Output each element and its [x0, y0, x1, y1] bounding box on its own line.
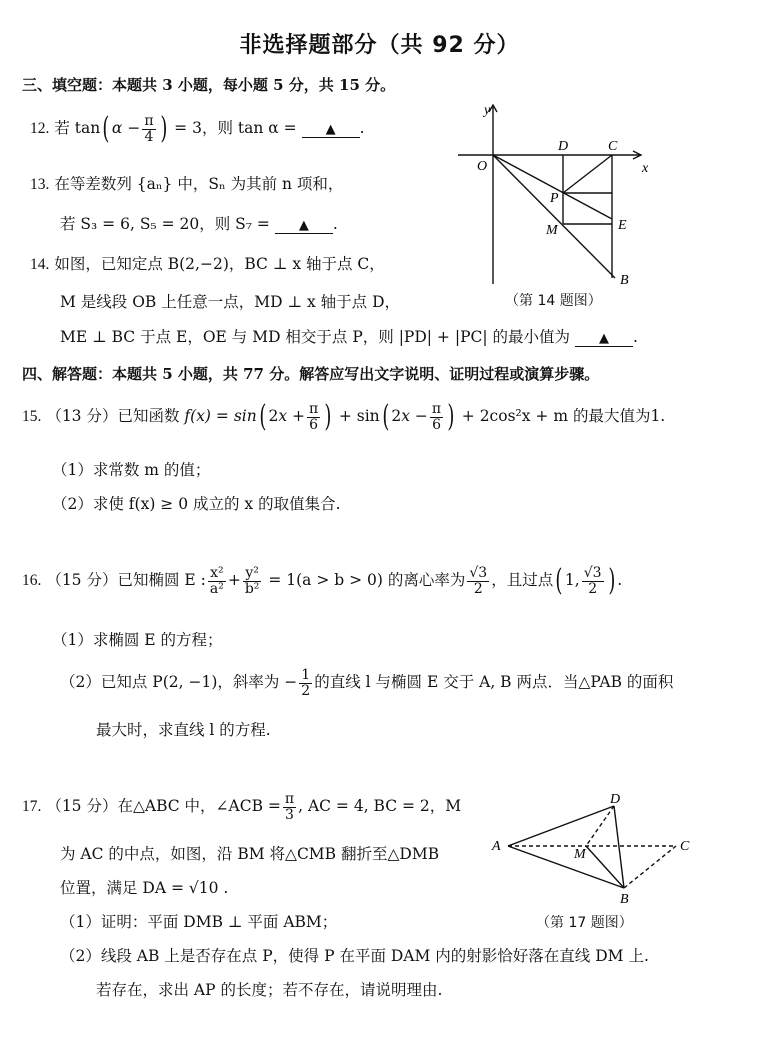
q14-line2: M 是线段 OB 上任意一点，MD ⊥ x 轴于点 D，: [60, 293, 401, 311]
section-3-label: 三、填空题：: [22, 76, 113, 94]
answer-blank[interactable]: ▲: [575, 332, 633, 347]
figure-17-caption: （第 17 题图）: [536, 915, 633, 931]
fraction: $\frac{\pi}{4}$: [144, 113, 154, 145]
figure-14: [450, 98, 650, 288]
q15-part1: （1）求常数 m 的值；: [52, 461, 211, 479]
label-x: x: [642, 161, 649, 176]
question-number: 14.: [30, 256, 50, 273]
label-p: P: [550, 191, 559, 206]
label-a: A: [492, 839, 501, 854]
q17-part2: （2）线段 AB 上是否存在点 P，使得 P 在平面 DAM 内的射影恰好落在直线 DM 上.: [60, 947, 649, 965]
question-number: 17.: [22, 798, 42, 816]
label-d: D: [610, 792, 621, 807]
question-number: 16.: [22, 572, 42, 590]
q13-line1: 在等差数列 {aₙ} 中，Sₙ 为其前 n 项和，: [54, 175, 344, 193]
q17-line3: 位置，满足 DA = √10 .: [60, 879, 229, 897]
q14-line3: ME ⊥ BC 于点 E，OE 与 MD 相交于点 P，则 |PD| + |PC| 的最小值为 ▲ .: [60, 328, 638, 346]
segment-ab: [508, 846, 624, 888]
q17-part1: （1）证明：平面 DMB ⊥ 平面 ABM；: [60, 913, 338, 931]
label-b: B: [620, 273, 629, 288]
question-number: 12.: [30, 120, 50, 138]
label-m: M: [546, 223, 558, 238]
question-13: [30, 172, 343, 194]
q13-line2: 若 S₃ = 6, S₅ = 20，则 S₇ =: [60, 215, 270, 233]
q17-part2-cont: 若存在，求出 AP 的长度；若不存在，请说明理由.: [96, 981, 443, 999]
answer-blank[interactable]: ▲: [275, 219, 333, 234]
segment-db: [614, 806, 624, 888]
label-d: D: [558, 139, 569, 154]
section-4-header: [22, 363, 599, 384]
segment-bc: [624, 846, 676, 888]
q12-text-b: = 3，则 tan α =: [174, 119, 297, 138]
page-title: 非选择题部分（共 92 分）: [239, 33, 520, 58]
segment-ad: [508, 806, 614, 846]
section-3-header: [22, 74, 395, 95]
q17-line2: 为 AC 的中点，如图，沿 BM 将△CMB 翻折至△DMB: [60, 845, 440, 863]
question-number: 15.: [22, 408, 42, 426]
section-4-label: 四、解答题：: [22, 365, 113, 383]
label-e: E: [618, 218, 627, 233]
question-number: 13.: [30, 176, 50, 193]
question-15: 15. （13 分）已知函数 f(x) = sin( 2x + $\frac{\pi}{6}$ ) + sin( 2x − $\frac{\pi}{6}$ ) + 2cos²x + m 的最大值为1.: [22, 399, 666, 435]
label-b: B: [620, 892, 629, 904]
answer-blank[interactable]: ▲: [302, 123, 360, 138]
segment-oe: [493, 155, 612, 219]
q14-line1: 如图，已知定点 B(2,−2)，BC ⊥ x 轴于点 C，: [54, 255, 385, 273]
question-14: [30, 252, 385, 274]
q15-part2: （2）求使 f(x) ≥ 0 成立的 x 的取值集合.: [52, 495, 341, 513]
question-12: 12. 若 tan( α − $\frac{\pi}{4}$ ) = 3，则 tan α = ▲ .: [30, 111, 365, 147]
q16-part2: （2）已知点 P(2, −1)，斜率为 − $\frac{1}{2}$ 的直线 l 与椭圆 E 交于 A, B 两点．当△PAB 的面积: [60, 667, 674, 699]
label-c: C: [608, 139, 618, 154]
section-3-desc: 本题共 3 小题，每小题 5 分，共 15 分。: [112, 76, 396, 94]
segment-ob: [493, 155, 615, 278]
q16-part2-cont: 最大时，求直线 l 的方程.: [96, 721, 271, 739]
q16-part1: （1）求椭圆 E 的方程；: [52, 631, 223, 649]
label-y: y: [484, 103, 491, 118]
question-16: 16. （15 分）已知椭圆 E : $\frac{\text{x²}}{\text{a²}}$ + $\frac{\text{y²}}{\text{b²}}$ = 1(a > b > 0) 的离心率为 $\frac{√3}{2}$ ，且过点( 1, $\frac{√3}{2}$ ) .: [22, 563, 623, 599]
figure-17: [486, 792, 706, 904]
question-13-line2: 若 S₃ = 6, S₅ = 20，则 S₇ = ▲ .: [60, 215, 338, 233]
label-m: M: [574, 847, 586, 862]
label-c: C: [680, 839, 690, 854]
segment-pc: [563, 155, 612, 193]
label-o: O: [477, 159, 488, 174]
question-17: 17. （15 分）在△ABC 中，∠ACB = $\frac{\pi}{3}$ , AC = 4, BC = 2，M: [22, 791, 462, 823]
q12-text: 若 tan: [54, 119, 101, 138]
section-4-desc: 本题共 5 小题，共 77 分。解答应写出文字说明、证明过程或演算步骤。: [112, 365, 600, 383]
figure-14-caption: （第 14 题图）: [505, 293, 602, 309]
